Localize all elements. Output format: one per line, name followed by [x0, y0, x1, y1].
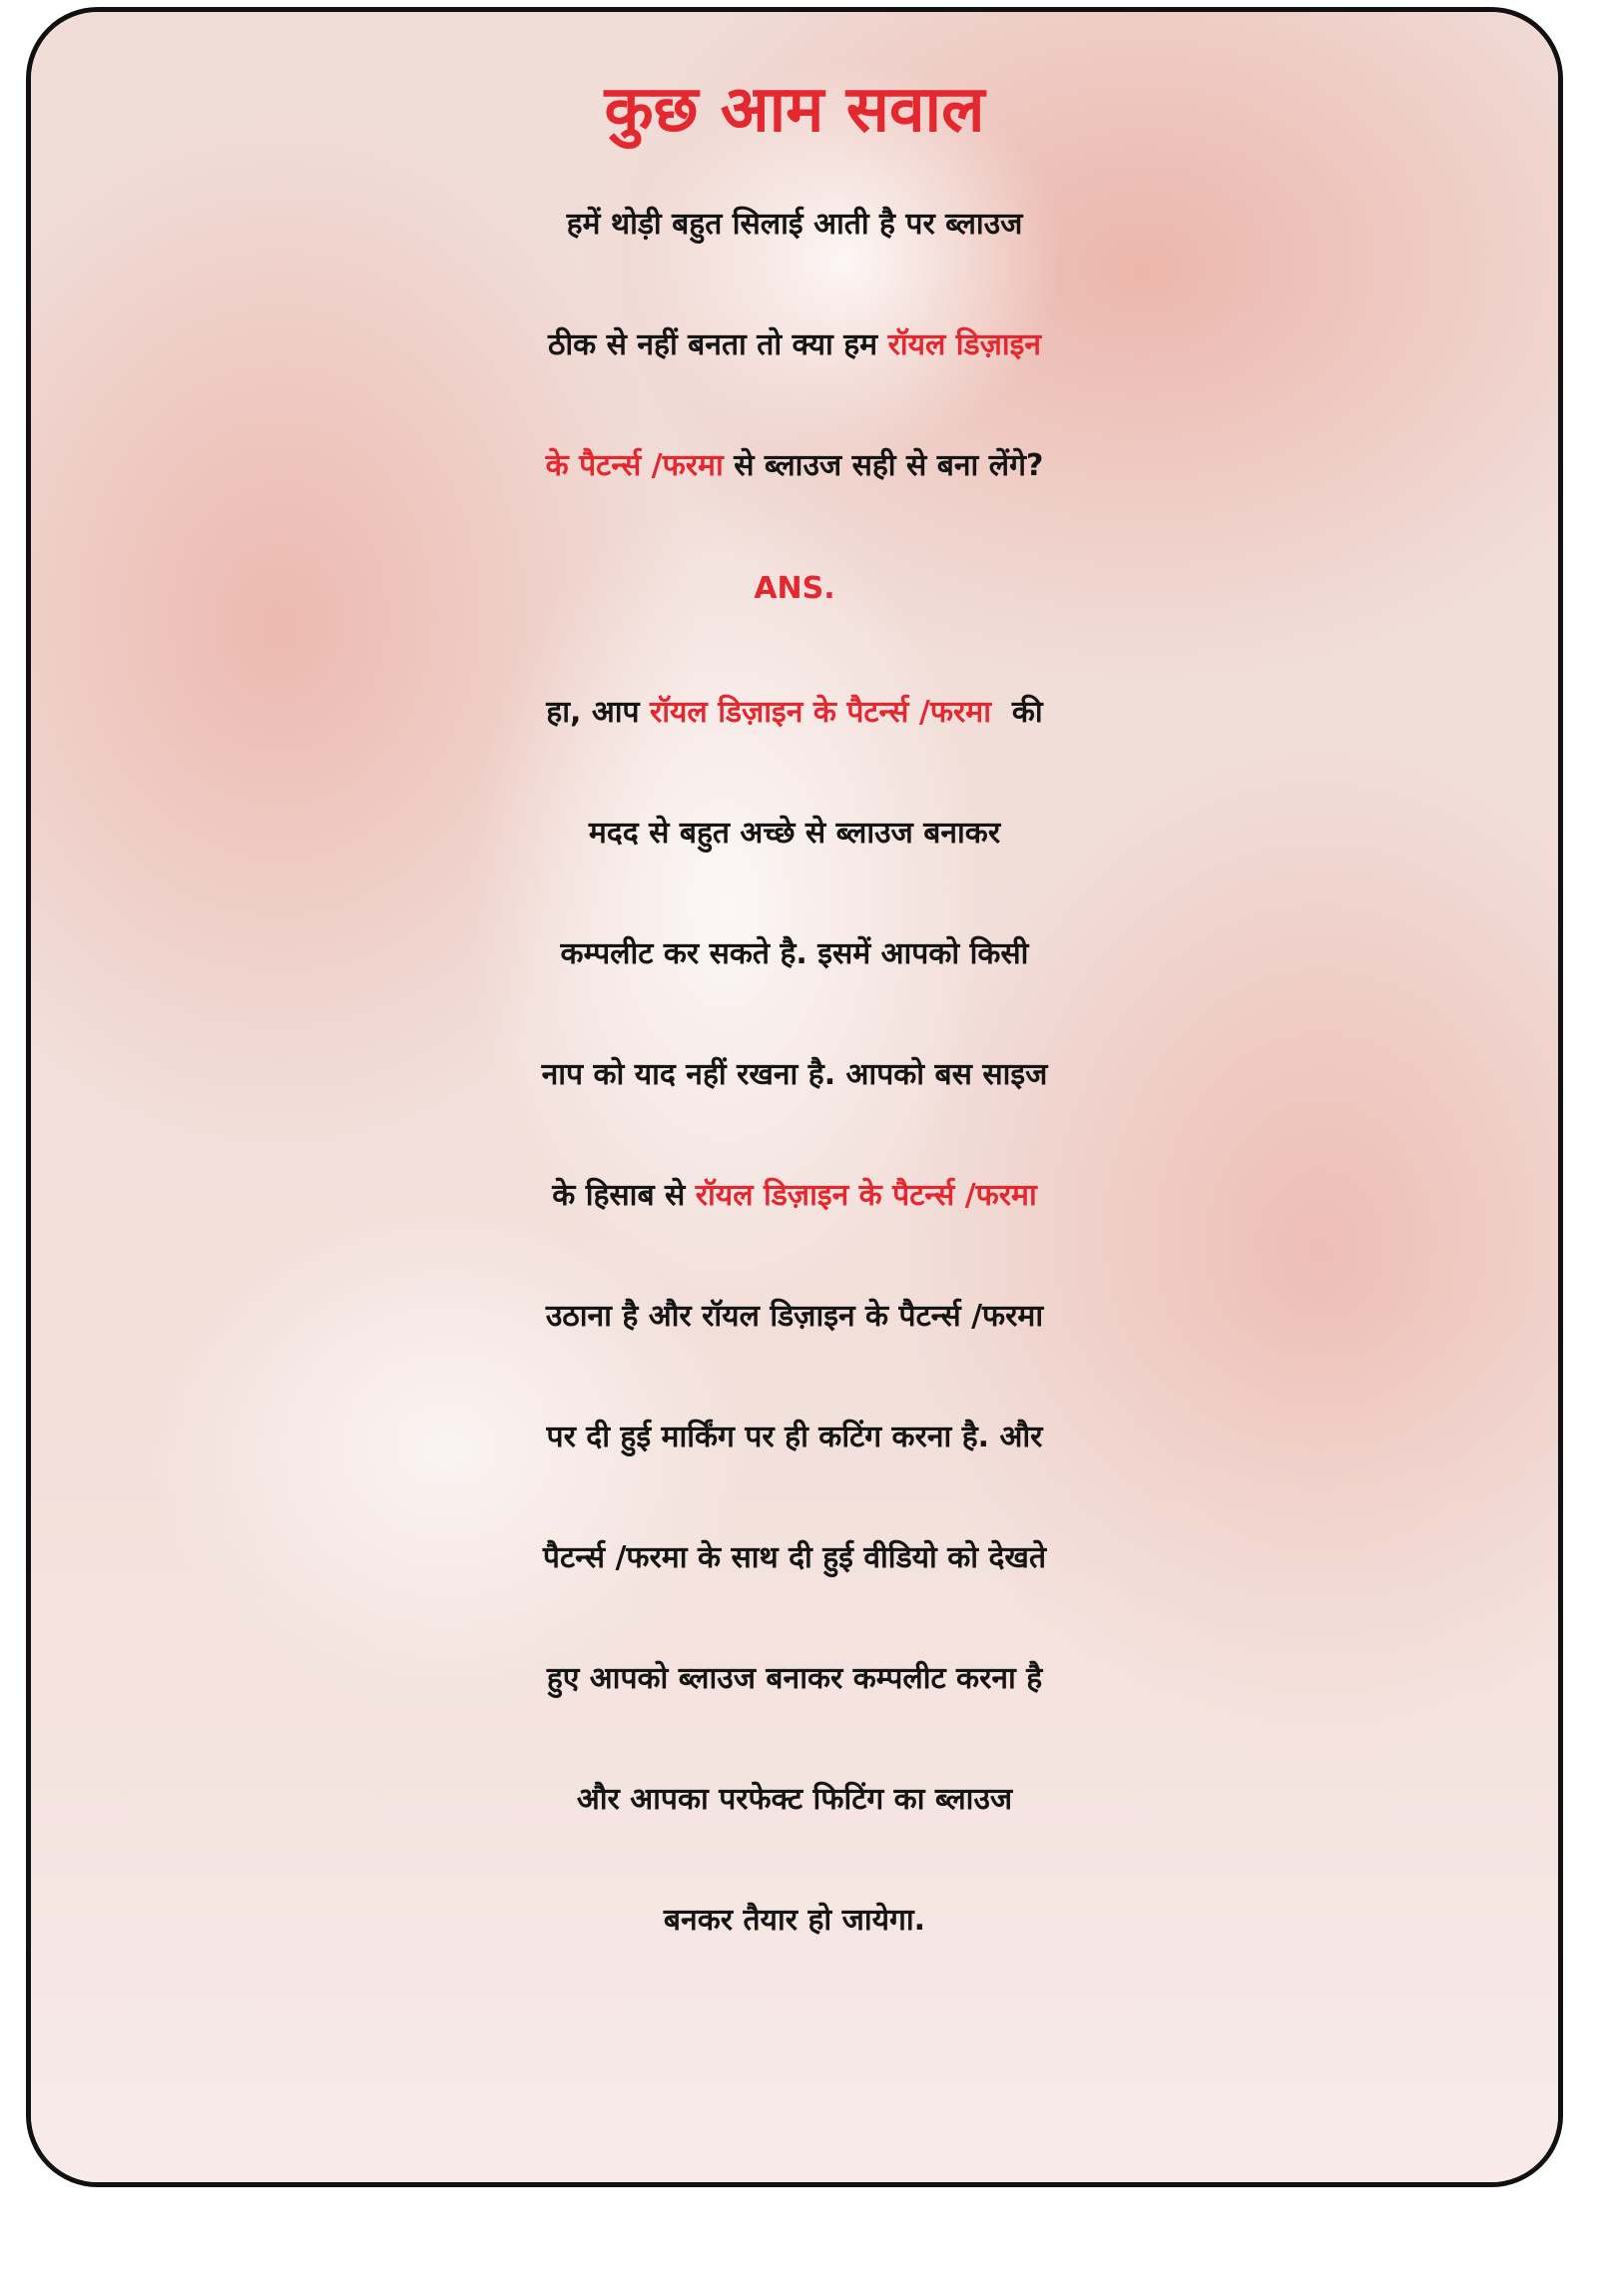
answer-text: पर दी हुई मार्किंग पर ही कटिंग करना है. और [546, 1420, 1043, 1454]
answer-line-6 [31, 1256, 1558, 1377]
faq-card [26, 7, 1563, 2187]
question-line-2 [31, 285, 1558, 405]
question-line-3 [31, 405, 1558, 526]
answer-text: के हिसाब से [552, 1178, 696, 1213]
faq-content [31, 12, 1558, 1981]
answer-line-1 [31, 652, 1558, 773]
brand-highlight: रॉयल डिज़ाइन के पैटर्न्स /फरमा [649, 695, 991, 730]
brand-highlight: रॉयल डिज़ाइन के पैटर्न्स /फरमा [695, 1178, 1037, 1213]
question-line-1 [31, 164, 1558, 285]
answer-text: मदद से बहुत अच्छे से ब्लाउज बनाकर [588, 816, 1001, 851]
answer-line-7 [31, 1377, 1558, 1497]
brand-highlight: रॉयल डिज़ाइन [887, 327, 1042, 362]
answer-text: हा, आप [546, 695, 650, 730]
answer-line-4 [31, 1014, 1558, 1135]
answer-text: बनकर तैयार हो जायेगा. [663, 1903, 926, 1938]
answer-line-2 [31, 773, 1558, 893]
answer-text: कम्पलीट कर सकते है. इसमें आपको किसी [560, 936, 1029, 971]
answer-label: ANS. [754, 571, 835, 606]
answer-line-8 [31, 1497, 1558, 1618]
answer-line-9 [31, 1618, 1558, 1739]
answer-text: की [990, 695, 1043, 730]
answer-text: नाप को याद नहीं रखना है. आपको बस साइज [541, 1057, 1048, 1092]
answer-line-3 [31, 893, 1558, 1014]
answer-text: और आपका परफेक्ट फिटिंग का ब्लाउज [576, 1782, 1013, 1817]
answer-text: पैटर्न्स /फरमा के साथ दी हुई वीडियो को देखते [542, 1540, 1047, 1575]
faq-heading: कुछ आम सवाल [604, 73, 985, 147]
answer-text: हुए आपको ब्लाउज बनाकर कम्पलीट करना है [546, 1661, 1043, 1696]
question-text: से ब्लाउज सही से बना लेंगे? [723, 448, 1044, 483]
answer-line-11 [31, 1860, 1558, 1981]
question-text: हमें थोड़ी बहुत सिलाई आती है पर ब्लाउज [566, 207, 1023, 242]
brand-highlight: के पैटर्न्स /फरमा [545, 448, 724, 483]
question-text: ठीक से नहीं बनता तो क्या हम [547, 327, 888, 362]
answer-line-10 [31, 1739, 1558, 1860]
answer-line-5 [31, 1135, 1558, 1256]
answer-text: उठाना है और रॉयल डिज़ाइन के पैटर्न्स /फरमा [545, 1299, 1044, 1334]
